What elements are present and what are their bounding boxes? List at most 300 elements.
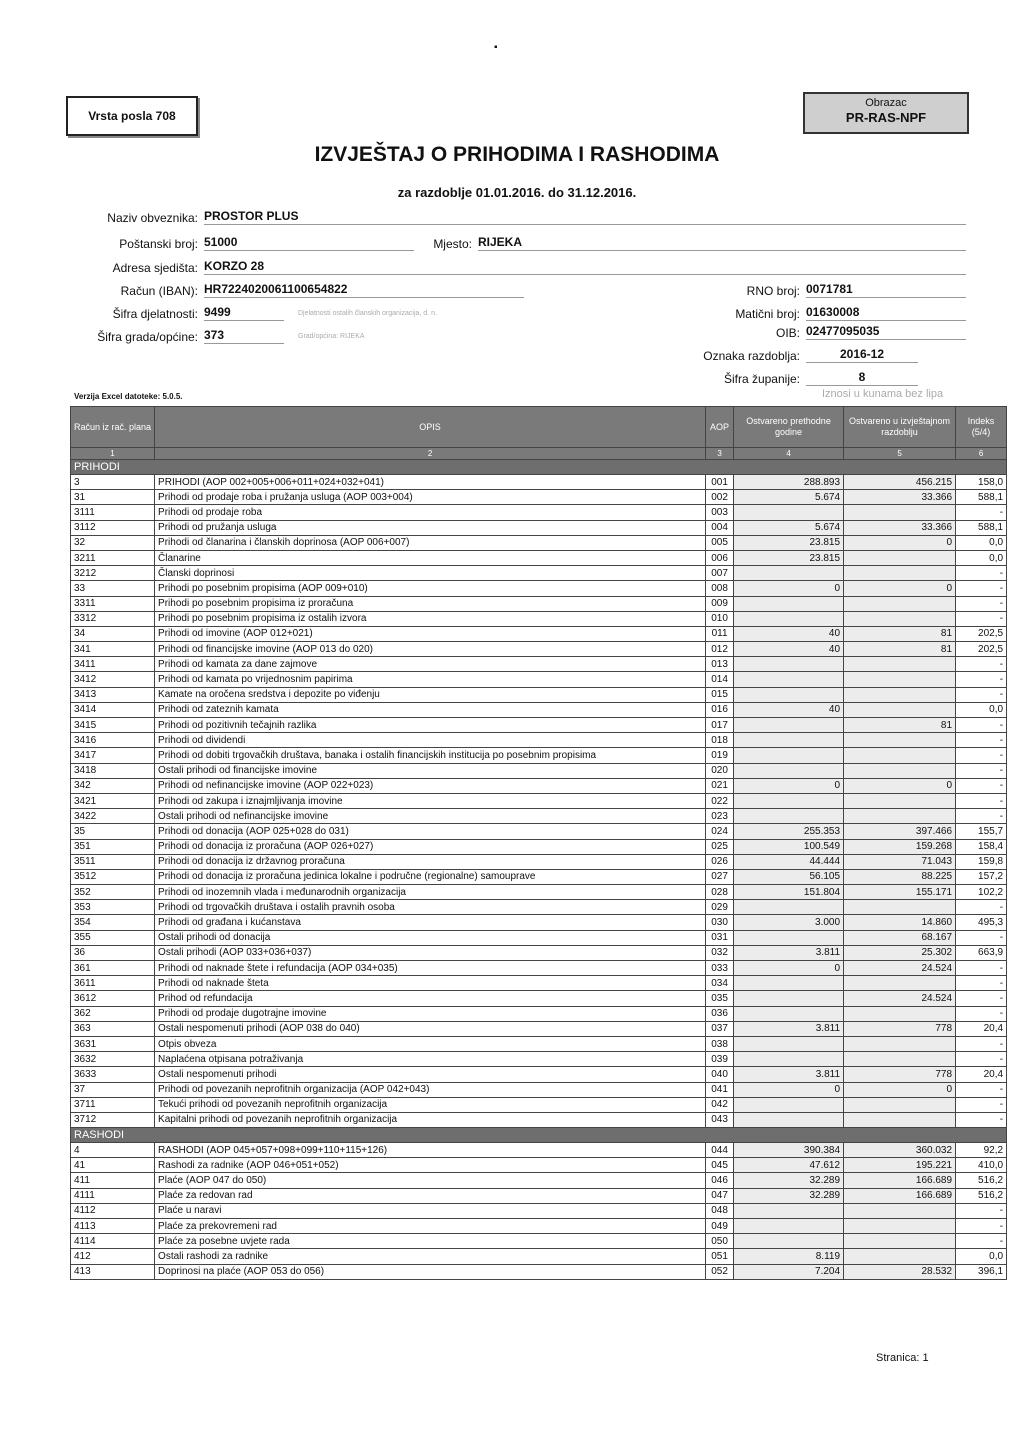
cell-aop: 031 bbox=[706, 930, 734, 945]
table-row bbox=[71, 991, 1007, 1006]
cell-aop: 022 bbox=[706, 793, 734, 808]
cell-racun: 3112 bbox=[71, 520, 155, 535]
table-row bbox=[71, 945, 1007, 960]
cell-izvjestajno: 33.366 bbox=[844, 490, 956, 505]
cell-izvjestajno bbox=[844, 596, 956, 611]
header-num-4: 4 bbox=[734, 448, 844, 460]
cell-izvjestajno: 0 bbox=[844, 1082, 956, 1097]
cell-izvjestajno bbox=[844, 1203, 956, 1218]
cell-opis: Prihodi od prodaje roba bbox=[155, 505, 706, 520]
cell-indeks: - bbox=[956, 1052, 1007, 1067]
table-row bbox=[71, 778, 1007, 793]
cell-izvjestajno: 195.221 bbox=[844, 1158, 956, 1173]
cell-racun: 411 bbox=[71, 1173, 155, 1188]
table-row bbox=[71, 1082, 1007, 1097]
cell-indeks: - bbox=[956, 1234, 1007, 1249]
header-prethodne: Ostvareno prethodne godine bbox=[734, 407, 844, 448]
section-title: PRIHODI bbox=[71, 460, 1007, 475]
cell-opis: RASHODI (AOP 045+057+098+099+110+115+126) bbox=[155, 1143, 706, 1158]
cell-aop: 045 bbox=[706, 1158, 734, 1173]
cell-aop: 038 bbox=[706, 1036, 734, 1051]
page-number: Stranica: 1 bbox=[876, 1352, 929, 1364]
racun-label: Račun (IBAN): bbox=[120, 284, 198, 298]
cell-prethodne: 3.811 bbox=[734, 1067, 844, 1082]
cell-izvjestajno: 360.032 bbox=[844, 1143, 956, 1158]
zupanija-label: Šifra županije: bbox=[723, 372, 800, 386]
cell-indeks: 202,5 bbox=[956, 626, 1007, 641]
cell-opis: PRIHODI (AOP 002+005+006+011+024+032+041) bbox=[155, 475, 706, 490]
naziv-value: PROSTOR PLUS bbox=[204, 209, 966, 225]
cell-racun: 3415 bbox=[71, 718, 155, 733]
cell-opis: Prihodi od financijske imovine (AOP 013 do 020) bbox=[155, 642, 706, 657]
cell-prethodne: 47.612 bbox=[734, 1158, 844, 1173]
cell-racun: 363 bbox=[71, 1021, 155, 1036]
cell-indeks: 202,5 bbox=[956, 642, 1007, 657]
table-row bbox=[71, 687, 1007, 702]
cell-opis: Prihodi od građana i kućanstava bbox=[155, 915, 706, 930]
cell-indeks: 588,1 bbox=[956, 520, 1007, 535]
cell-aop: 012 bbox=[706, 642, 734, 657]
cell-prethodne bbox=[734, 976, 844, 991]
cell-racun: 413 bbox=[71, 1264, 155, 1279]
cell-opis: Prihodi od donacija iz državnog proračuna bbox=[155, 854, 706, 869]
cell-indeks: 157,2 bbox=[956, 869, 1007, 884]
cell-opis: Tekući prihodi od povezanih neprofitnih organizacija bbox=[155, 1097, 706, 1112]
cell-prethodne bbox=[734, 763, 844, 778]
cell-indeks: - bbox=[956, 809, 1007, 824]
cell-opis: Članarine bbox=[155, 550, 706, 565]
cell-indeks: 516,2 bbox=[956, 1188, 1007, 1203]
cell-opis: Članski doprinosi bbox=[155, 566, 706, 581]
cell-aop: 018 bbox=[706, 733, 734, 748]
table-row bbox=[71, 535, 1007, 550]
table-row bbox=[71, 1203, 1007, 1218]
cell-racun: 37 bbox=[71, 1082, 155, 1097]
cell-racun: 36 bbox=[71, 945, 155, 960]
cell-racun: 3111 bbox=[71, 505, 155, 520]
cell-izvjestajno bbox=[844, 702, 956, 717]
section-row bbox=[71, 460, 1007, 475]
table-row bbox=[71, 718, 1007, 733]
cell-izvjestajno bbox=[844, 1112, 956, 1127]
cell-racun: 3414 bbox=[71, 702, 155, 717]
cell-racun: 35 bbox=[71, 824, 155, 839]
cell-racun: 3416 bbox=[71, 733, 155, 748]
cell-izvjestajno: 88.225 bbox=[844, 869, 956, 884]
table-row bbox=[71, 566, 1007, 581]
cell-izvjestajno: 81 bbox=[844, 626, 956, 641]
cell-indeks: - bbox=[956, 930, 1007, 945]
cell-prethodne: 0 bbox=[734, 1082, 844, 1097]
cell-prethodne bbox=[734, 1112, 844, 1127]
cell-aop: 036 bbox=[706, 1006, 734, 1021]
rno-label: RNO broj: bbox=[746, 284, 800, 298]
cell-prethodne bbox=[734, 1006, 844, 1021]
cell-opis: Prihodi od prodaje dugotrajne imovine bbox=[155, 1006, 706, 1021]
cell-izvjestajno: 778 bbox=[844, 1021, 956, 1036]
cell-izvjestajno bbox=[844, 976, 956, 991]
cell-racun: 3311 bbox=[71, 596, 155, 611]
cell-opis: Prihodi od zateznih kamata bbox=[155, 702, 706, 717]
cell-aop: 027 bbox=[706, 869, 734, 884]
table-row bbox=[71, 961, 1007, 976]
cell-izvjestajno: 81 bbox=[844, 718, 956, 733]
table-row bbox=[71, 657, 1007, 672]
cell-indeks: 155,7 bbox=[956, 824, 1007, 839]
header-izvjestajno: Ostvareno u izvještajnom razdoblju bbox=[844, 407, 956, 448]
cell-prethodne bbox=[734, 718, 844, 733]
header-opis: OPIS bbox=[155, 407, 706, 448]
cell-izvjestajno bbox=[844, 793, 956, 808]
cell-aop: 029 bbox=[706, 900, 734, 915]
cell-aop: 015 bbox=[706, 687, 734, 702]
cell-izvjestajno bbox=[844, 657, 956, 672]
cell-opis: Rashodi za radnike (AOP 046+051+052) bbox=[155, 1158, 706, 1173]
table-row bbox=[71, 793, 1007, 808]
cell-indeks: 0,0 bbox=[956, 702, 1007, 717]
cell-izvjestajno: 159.268 bbox=[844, 839, 956, 854]
cell-aop: 051 bbox=[706, 1249, 734, 1264]
cell-racun: 3 bbox=[71, 475, 155, 490]
cell-aop: 039 bbox=[706, 1052, 734, 1067]
cell-prethodne: 23.815 bbox=[734, 535, 844, 550]
table-row bbox=[71, 611, 1007, 626]
cell-opis: Prihodi od trgovačkih društava i ostalih pravnih osoba bbox=[155, 900, 706, 915]
cell-izvjestajno bbox=[844, 1249, 956, 1264]
cell-racun: 362 bbox=[71, 1006, 155, 1021]
cell-aop: 005 bbox=[706, 535, 734, 550]
cell-opis: Doprinosi na plaće (AOP 053 do 056) bbox=[155, 1264, 706, 1279]
zupanija-value: 8 bbox=[806, 370, 918, 386]
cell-aop: 020 bbox=[706, 763, 734, 778]
cell-opis: Plaće (AOP 047 do 050) bbox=[155, 1173, 706, 1188]
cell-izvjestajno: 0 bbox=[844, 778, 956, 793]
cell-indeks: - bbox=[956, 1112, 1007, 1127]
obrazac-label: Obrazac bbox=[865, 97, 907, 109]
cell-indeks: 20,4 bbox=[956, 1021, 1007, 1036]
table-row bbox=[71, 976, 1007, 991]
cell-indeks: - bbox=[956, 1036, 1007, 1051]
cell-prethodne bbox=[734, 991, 844, 1006]
cell-prethodne bbox=[734, 1219, 844, 1234]
cell-aop: 021 bbox=[706, 778, 734, 793]
cell-indeks: 158,0 bbox=[956, 475, 1007, 490]
sifra-grada-label: Šifra grada/općine: bbox=[97, 330, 198, 344]
cell-indeks: - bbox=[956, 657, 1007, 672]
cell-racun: 342 bbox=[71, 778, 155, 793]
table-row bbox=[71, 1188, 1007, 1203]
cell-opis: Prihodi od zakupa i iznajmljivanja imovine bbox=[155, 793, 706, 808]
cell-racun: 412 bbox=[71, 1249, 155, 1264]
cell-izvjestajno bbox=[844, 809, 956, 824]
cell-izvjestajno bbox=[844, 1036, 956, 1051]
cell-aop: 030 bbox=[706, 915, 734, 930]
table-row bbox=[71, 626, 1007, 641]
cell-prethodne: 288.893 bbox=[734, 475, 844, 490]
cell-aop: 014 bbox=[706, 672, 734, 687]
header-num-6: 6 bbox=[956, 448, 1007, 460]
section-title: RASHODI bbox=[71, 1128, 1007, 1143]
cell-indeks: - bbox=[956, 566, 1007, 581]
cell-racun: 3211 bbox=[71, 550, 155, 565]
cell-prethodne bbox=[734, 1097, 844, 1112]
table-row bbox=[71, 1143, 1007, 1158]
cell-racun: 3421 bbox=[71, 793, 155, 808]
cell-opis: Kapitalni prihodi od povezanih neprofitnih organizacija bbox=[155, 1112, 706, 1127]
cell-izvjestajno bbox=[844, 1097, 956, 1112]
cell-izvjestajno: 155.171 bbox=[844, 885, 956, 900]
report-title: IZVJEŠTAJ O PRIHODIMA I RASHODIMA bbox=[314, 143, 720, 166]
cell-prethodne: 5.674 bbox=[734, 520, 844, 535]
header-num-3: 3 bbox=[706, 448, 734, 460]
cell-indeks: - bbox=[956, 1203, 1007, 1218]
cell-opis: Prihodi od donacija (AOP 025+028 do 031) bbox=[155, 824, 706, 839]
cell-prethodne: 40 bbox=[734, 642, 844, 657]
cell-indeks: - bbox=[956, 672, 1007, 687]
cell-racun: 3212 bbox=[71, 566, 155, 581]
table-row bbox=[71, 505, 1007, 520]
cell-prethodne: 3.000 bbox=[734, 915, 844, 930]
cell-prethodne: 100.549 bbox=[734, 839, 844, 854]
cell-opis: Plaće za redovan rad bbox=[155, 1188, 706, 1203]
cell-aop: 052 bbox=[706, 1264, 734, 1279]
cell-indeks: 0,0 bbox=[956, 1249, 1007, 1264]
table-row bbox=[71, 550, 1007, 565]
cell-prethodne bbox=[734, 793, 844, 808]
table-row bbox=[71, 748, 1007, 763]
cell-indeks: 20,4 bbox=[956, 1067, 1007, 1082]
cell-indeks: - bbox=[956, 991, 1007, 1006]
cell-racun: 354 bbox=[71, 915, 155, 930]
header-racun: Račun iz rač. plana bbox=[71, 407, 155, 448]
cell-racun: 31 bbox=[71, 490, 155, 505]
table-row bbox=[71, 702, 1007, 717]
cell-opis: Kamate na oročena sredstva i depozite po viđenju bbox=[155, 687, 706, 702]
cell-opis: Ostali prihodi od donacija bbox=[155, 930, 706, 945]
cell-racun: 4113 bbox=[71, 1219, 155, 1234]
maticni-label: Matični broj: bbox=[735, 307, 800, 321]
report-table bbox=[70, 406, 1007, 1280]
cell-indeks: 495,3 bbox=[956, 915, 1007, 930]
cell-indeks: 588,1 bbox=[956, 490, 1007, 505]
cell-prethodne: 3.811 bbox=[734, 1021, 844, 1036]
cell-opis: Ostali prihodi od nefinancijske imovine bbox=[155, 809, 706, 824]
cell-racun: 41 bbox=[71, 1158, 155, 1173]
cell-izvjestajno: 68.167 bbox=[844, 930, 956, 945]
grad-desc: Grad/općina: RIJEKA bbox=[298, 333, 365, 340]
cell-aop: 001 bbox=[706, 475, 734, 490]
cell-racun: 3411 bbox=[71, 657, 155, 672]
cell-racun: 3632 bbox=[71, 1052, 155, 1067]
cell-aop: 028 bbox=[706, 885, 734, 900]
cell-indeks: - bbox=[956, 611, 1007, 626]
cell-opis: Naplaćena otpisana potraživanja bbox=[155, 1052, 706, 1067]
cell-opis: Ostali prihodi od financijske imovine bbox=[155, 763, 706, 778]
table-row bbox=[71, 763, 1007, 778]
cell-aop: 004 bbox=[706, 520, 734, 535]
cell-prethodne: 151.804 bbox=[734, 885, 844, 900]
cell-prethodne: 40 bbox=[734, 702, 844, 717]
table-row bbox=[71, 839, 1007, 854]
cell-indeks: 516,2 bbox=[956, 1173, 1007, 1188]
cell-aop: 007 bbox=[706, 566, 734, 581]
cell-aop: 008 bbox=[706, 581, 734, 596]
cell-racun: 3711 bbox=[71, 1097, 155, 1112]
cell-aop: 003 bbox=[706, 505, 734, 520]
cell-izvjestajno bbox=[844, 1006, 956, 1021]
cell-indeks: - bbox=[956, 763, 1007, 778]
table-row bbox=[71, 1112, 1007, 1127]
cell-izvjestajno bbox=[844, 611, 956, 626]
cell-indeks: 410,0 bbox=[956, 1158, 1007, 1173]
cell-prethodne bbox=[734, 1052, 844, 1067]
cell-prethodne bbox=[734, 611, 844, 626]
cell-aop: 044 bbox=[706, 1143, 734, 1158]
cell-racun: 3413 bbox=[71, 687, 155, 702]
cell-indeks: - bbox=[956, 581, 1007, 596]
cell-izvjestajno: 778 bbox=[844, 1067, 956, 1082]
cell-opis: Prihodi od inozemnih vlada i međunarodnih organizacija bbox=[155, 885, 706, 900]
cell-izvjestajno: 14.860 bbox=[844, 915, 956, 930]
cell-opis: Prihodi po posebnim propisima iz ostalih izvora bbox=[155, 611, 706, 626]
cell-opis: Prihodi od kamata za dane zajmove bbox=[155, 657, 706, 672]
cell-opis: Plaće za prekovremeni rad bbox=[155, 1219, 706, 1234]
cell-prethodne: 0 bbox=[734, 961, 844, 976]
cell-aop: 013 bbox=[706, 657, 734, 672]
cell-izvjestajno: 81 bbox=[844, 642, 956, 657]
cell-indeks: 158,4 bbox=[956, 839, 1007, 854]
sifra-djelatnosti-label: Šifra djelatnosti: bbox=[112, 307, 198, 321]
cell-aop: 032 bbox=[706, 945, 734, 960]
cell-indeks: 396,1 bbox=[956, 1264, 1007, 1279]
cell-prethodne: 23.815 bbox=[734, 550, 844, 565]
cell-izvjestajno bbox=[844, 1234, 956, 1249]
cell-izvjestajno: 0 bbox=[844, 581, 956, 596]
cell-prethodne: 40 bbox=[734, 626, 844, 641]
cell-racun: 3511 bbox=[71, 854, 155, 869]
oib-value: 02477095035 bbox=[806, 324, 966, 340]
cell-prethodne: 32.289 bbox=[734, 1188, 844, 1203]
header-aop: AOP bbox=[706, 407, 734, 448]
oznaka-label: Oznaka razdoblja: bbox=[703, 349, 800, 363]
cell-racun: 355 bbox=[71, 930, 155, 945]
cell-indeks: - bbox=[956, 718, 1007, 733]
cell-izvjestajno: 456.215 bbox=[844, 475, 956, 490]
cell-prethodne bbox=[734, 748, 844, 763]
cell-opis: Prihodi od naknade šteta bbox=[155, 976, 706, 991]
cell-izvjestajno: 166.689 bbox=[844, 1173, 956, 1188]
cell-aop: 026 bbox=[706, 854, 734, 869]
cell-opis: Prihodi od članarina i članskih doprinosa (AOP 006+007) bbox=[155, 535, 706, 550]
cell-aop: 019 bbox=[706, 748, 734, 763]
cell-opis: Prihodi od kamata po vrijednosnim papirima bbox=[155, 672, 706, 687]
cell-indeks: 0,0 bbox=[956, 550, 1007, 565]
cell-aop: 041 bbox=[706, 1082, 734, 1097]
cell-izvjestajno: 71.043 bbox=[844, 854, 956, 869]
cell-aop: 048 bbox=[706, 1203, 734, 1218]
cell-racun: 4114 bbox=[71, 1234, 155, 1249]
postanski-value: 51000 bbox=[204, 235, 414, 251]
mjesto-label: Mjesto: bbox=[433, 237, 472, 251]
postanski-label: Poštanski broj: bbox=[119, 237, 198, 251]
table-row bbox=[71, 854, 1007, 869]
cell-indeks: 102,2 bbox=[956, 885, 1007, 900]
cell-racun: 33 bbox=[71, 581, 155, 596]
cell-racun: 351 bbox=[71, 839, 155, 854]
cell-racun: 3412 bbox=[71, 672, 155, 687]
table-row bbox=[71, 809, 1007, 824]
cell-aop: 034 bbox=[706, 976, 734, 991]
cell-prethodne: 0 bbox=[734, 778, 844, 793]
cell-prethodne: 255.353 bbox=[734, 824, 844, 839]
table-row bbox=[71, 1158, 1007, 1173]
cell-opis: Ostali nespomenuti prihodi (AOP 038 do 040) bbox=[155, 1021, 706, 1036]
header-num-1: 1 bbox=[71, 448, 155, 460]
header-num-5: 5 bbox=[844, 448, 956, 460]
cell-prethodne bbox=[734, 596, 844, 611]
cell-racun: 341 bbox=[71, 642, 155, 657]
racun-value: HR7224020061100654822 bbox=[204, 282, 524, 298]
cell-izvjestajno bbox=[844, 1219, 956, 1234]
cell-prethodne bbox=[734, 672, 844, 687]
cell-indeks: - bbox=[956, 1219, 1007, 1234]
oznaka-value: 2016-12 bbox=[806, 347, 918, 363]
table-row bbox=[71, 1006, 1007, 1021]
cell-aop: 017 bbox=[706, 718, 734, 733]
cell-izvjestajno bbox=[844, 687, 956, 702]
table-row bbox=[71, 1067, 1007, 1082]
cell-izvjestajno: 28.532 bbox=[844, 1264, 956, 1279]
cell-opis: Plaće za posebne uvjete rada bbox=[155, 1234, 706, 1249]
cell-aop: 002 bbox=[706, 490, 734, 505]
cell-izvjestajno bbox=[844, 505, 956, 520]
cell-opis: Ostali prihodi (AOP 033+036+037) bbox=[155, 945, 706, 960]
header-num-2: 2 bbox=[155, 448, 706, 460]
table-row bbox=[71, 1036, 1007, 1051]
table-row bbox=[71, 733, 1007, 748]
cell-indeks: - bbox=[956, 733, 1007, 748]
cell-prethodne bbox=[734, 687, 844, 702]
cell-indeks: 92,2 bbox=[956, 1143, 1007, 1158]
verzija-note: Verzija Excel datoteke: 5.0.5. bbox=[74, 392, 183, 401]
iznosi-note: Iznosi u kunama bez lipa bbox=[822, 388, 944, 400]
cell-opis: Prihodi od povezanih neprofitnih organizacija (AOP 042+043) bbox=[155, 1082, 706, 1097]
cell-racun: 353 bbox=[71, 900, 155, 915]
cell-indeks: - bbox=[956, 793, 1007, 808]
cell-izvjestajno: 33.366 bbox=[844, 520, 956, 535]
sifra-grada-value: 373 bbox=[204, 328, 284, 344]
cell-racun: 3631 bbox=[71, 1036, 155, 1051]
cell-opis: Prihodi od pozitivnih tečajnih razlika bbox=[155, 718, 706, 733]
cell-indeks: - bbox=[956, 596, 1007, 611]
cell-racun: 3312 bbox=[71, 611, 155, 626]
cell-prethodne: 390.384 bbox=[734, 1143, 844, 1158]
table-row bbox=[71, 581, 1007, 596]
table-row bbox=[71, 490, 1007, 505]
table-row bbox=[71, 1097, 1007, 1112]
cell-aop: 035 bbox=[706, 991, 734, 1006]
cell-prethodne: 0 bbox=[734, 581, 844, 596]
cell-opis: Prihodi od pružanja usluga bbox=[155, 520, 706, 535]
cell-izvjestajno bbox=[844, 566, 956, 581]
cell-indeks: 0,0 bbox=[956, 535, 1007, 550]
cell-izvjestajno: 166.689 bbox=[844, 1188, 956, 1203]
cell-aop: 010 bbox=[706, 611, 734, 626]
cell-racun: 3633 bbox=[71, 1067, 155, 1082]
cell-prethodne bbox=[734, 900, 844, 915]
cell-indeks: - bbox=[956, 1082, 1007, 1097]
table-row bbox=[71, 1264, 1007, 1279]
